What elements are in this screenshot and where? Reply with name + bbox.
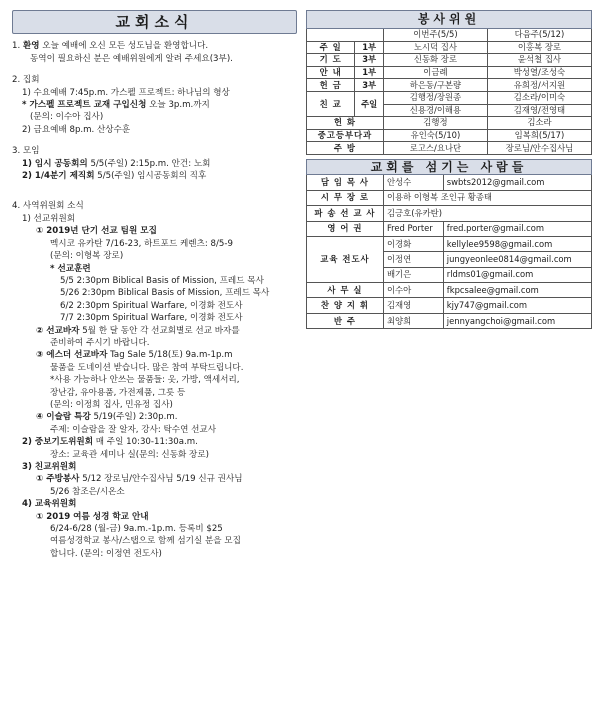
table-row: 담 임 목 사 안성수 swbts2012@gmail.com [307,175,592,190]
mission-bazaar-cont: 준비하여 주시기 바랍니다. [50,337,150,348]
table-row: 기 도 3부 신동화 장로 윤석철 집사 [307,54,592,67]
esther-bazaar-c: *사용 가능하나 안쓰는 물품들: 옷, 가방, 액세서리, [50,375,240,386]
table-row: 파 송 선 교 사 김긍호(유카탄) [307,206,592,221]
table-row: 주 일 1부 노시덕 집사 이홍복 장로 [307,41,592,54]
vbs-title: ① 2019 여름 성경 학교 안내 [36,511,149,522]
education-committee: 4) 교육위원회 [22,499,77,510]
prayer-committee-place: 장소: 교육관 세미나 실(문의: 신동화 장로) [50,449,209,460]
table-row: 찬 양 지 휘 김재영 kjy747@gmail.com [307,298,592,313]
training-item: 7/7 2:30pm Spiritual Warfare, 이경화 전도사 [60,313,243,324]
right-column [306,10,592,329]
table-row: 헌 금 3부 하은동/구본량 유희정/서지원 [307,79,592,92]
table-row: 배기은 rldms01@gmail.com [307,267,592,282]
islam-lecture-topic: 주제: 이슬람을 잘 알자, 강사: 탁수연 선교사 [50,424,217,435]
mission-bazaar: ② 선교바자 5월 한 달 동안 각 선교회별로 선교 바자를 [36,325,240,336]
deacons-meeting: 2) 1/4분기 제직회 5/5(주일) 임시공동회의 직후 [22,171,207,182]
vbs-dates: 6/24-6/28 (월-금) 9a.m.-1p.m. 등록비 $25 [50,524,223,535]
table-row: 헌 화 김행정 김소라 [307,117,592,130]
table-row: 이정연 jungyeonlee0814@gmail.com [307,252,592,267]
table-row: 교육 전도사 이경화 kellylee9598@gmail.com [307,236,592,251]
kitchen-service: ① 주방봉사 5/12 장로님/안수집사님 5/19 신규 권사님 [36,474,243,485]
fellowship-committee: 3) 친교위원회 [22,462,77,472]
esther-bazaar-b: 물품을 도네이션 받습니다. 많은 참여 부탁드립니다. [50,362,244,373]
friday-service: 2) 금요예배 8p.m. 산상수훈 [22,124,131,135]
training-item: 6/2 2:30pm Spiritual Warfare, 이경화 전도사 [60,300,243,311]
blank-cell [307,29,384,42]
church-news-title: 교회소식 [12,10,297,34]
vbs-recruit: 여름성경학교 봉사/스탭으로 함께 섬기실 분을 모집 [50,536,241,547]
congregational-meeting: 1) 임시 공동회의 5/5(주일) 2:15p.m. 안건: 노회 [22,158,211,169]
table-row: 안 내 1부 이금례 박성열/조성숙 [307,66,592,79]
this-week-header: 이번주(5/5) [383,29,487,42]
esther-bazaar-e: (문의: 이정희 집사, 민유정 집사) [50,399,173,410]
wednesday-service: 1) 수요예배 7:45p.m. 가스펠 프로젝트: 하나님의 형상 [22,87,230,98]
section-committees: 4. 사역위원회 소식 [12,201,84,212]
church-news-column [12,10,297,560]
islam-lecture: ④ 이슬람 특강 5/19(주일) 2:30p.m. [36,412,178,423]
section-meetings: 2. 집회 [12,75,40,86]
textbook-contact: (문의: 이수아 집사) [30,112,104,123]
mission-training-head: * 선교훈련 [50,263,91,274]
table-row: 반 주 최양희 jennyangchoi@gmail.com [307,313,592,328]
mission-team-contact: (문의: 이형복 장로) [50,251,124,262]
table-row: 신용경/이해용 김재영/전영태 [307,104,592,117]
welcome-line: 1. 환영 오늘 예배에 오신 모든 성도님을 환영합니다. [12,41,209,52]
training-item: 5/26 2:30pm Biblical Basis of Mission, 프레드 목사 [60,288,270,299]
mission-team-dates: 멕시코 유카탄 7/16-23, 하트포드 케렌츠: 8/5-9 [50,238,233,249]
table-row: 시 무 장 로 이용하 이형복 조인규 황종태 [307,190,592,205]
prayer-committee: 2) 중보기도위원회 매 주일 10:30-11:30a.m. [22,437,198,448]
training-item: 5/5 2:30pm Biblical Basis of Mission, 프레드 목사 [60,275,264,286]
service-volunteers-table [306,10,592,155]
next-week-header: 다음주(5/12) [487,29,591,42]
kitchen-service-cont: 5/26 참조은/시온소 [50,486,125,497]
church-servants-table [306,159,592,329]
mission-training-list [12,275,297,325]
mission-committee: 1) 선교위원회 [22,213,76,224]
table-row: 사 무 실 이수아 fkpcsalee@gmail.com [307,283,592,298]
table-row: 중고등부다과 유인숙(5/10) 임복희(5/17) [307,129,592,142]
welcome-cont: 동역이 필요하신 분은 예배위원에게 알려 주세요(3부). [30,53,233,64]
table-row: 친 교 주일 김행정/장원종 김소라/이미숙 [307,91,592,104]
table-row: 주 방 로고스/요나단 장로님/안수집사님 [307,142,592,155]
section-gatherings: 3. 모임 [12,146,40,157]
mission-team-recruit: ① 2019년 단기 선교 팀원 모집 [36,226,157,237]
vbs-contact: 합니다. (문의: 이정연 전도사) [50,548,162,559]
esther-bazaar: ③ 에스더 선교바자 Tag Sale 5/18(토) 9a.m-1p.m [36,350,233,361]
service-volunteers-title: 봉사위원 [307,11,592,29]
church-servants-title: 교회를 섬기는 사람들 [307,159,592,174]
esther-bazaar-d: 장난감, 유아용품, 가전제품, 그릇 등 [50,387,186,398]
textbook-order: * 가스펠 프로젝트 교재 구입신청 오늘 3p.m.까지 [22,100,210,111]
table-row: 영 어 권 Fred Porter fred.porter@gmail.com [307,221,592,236]
